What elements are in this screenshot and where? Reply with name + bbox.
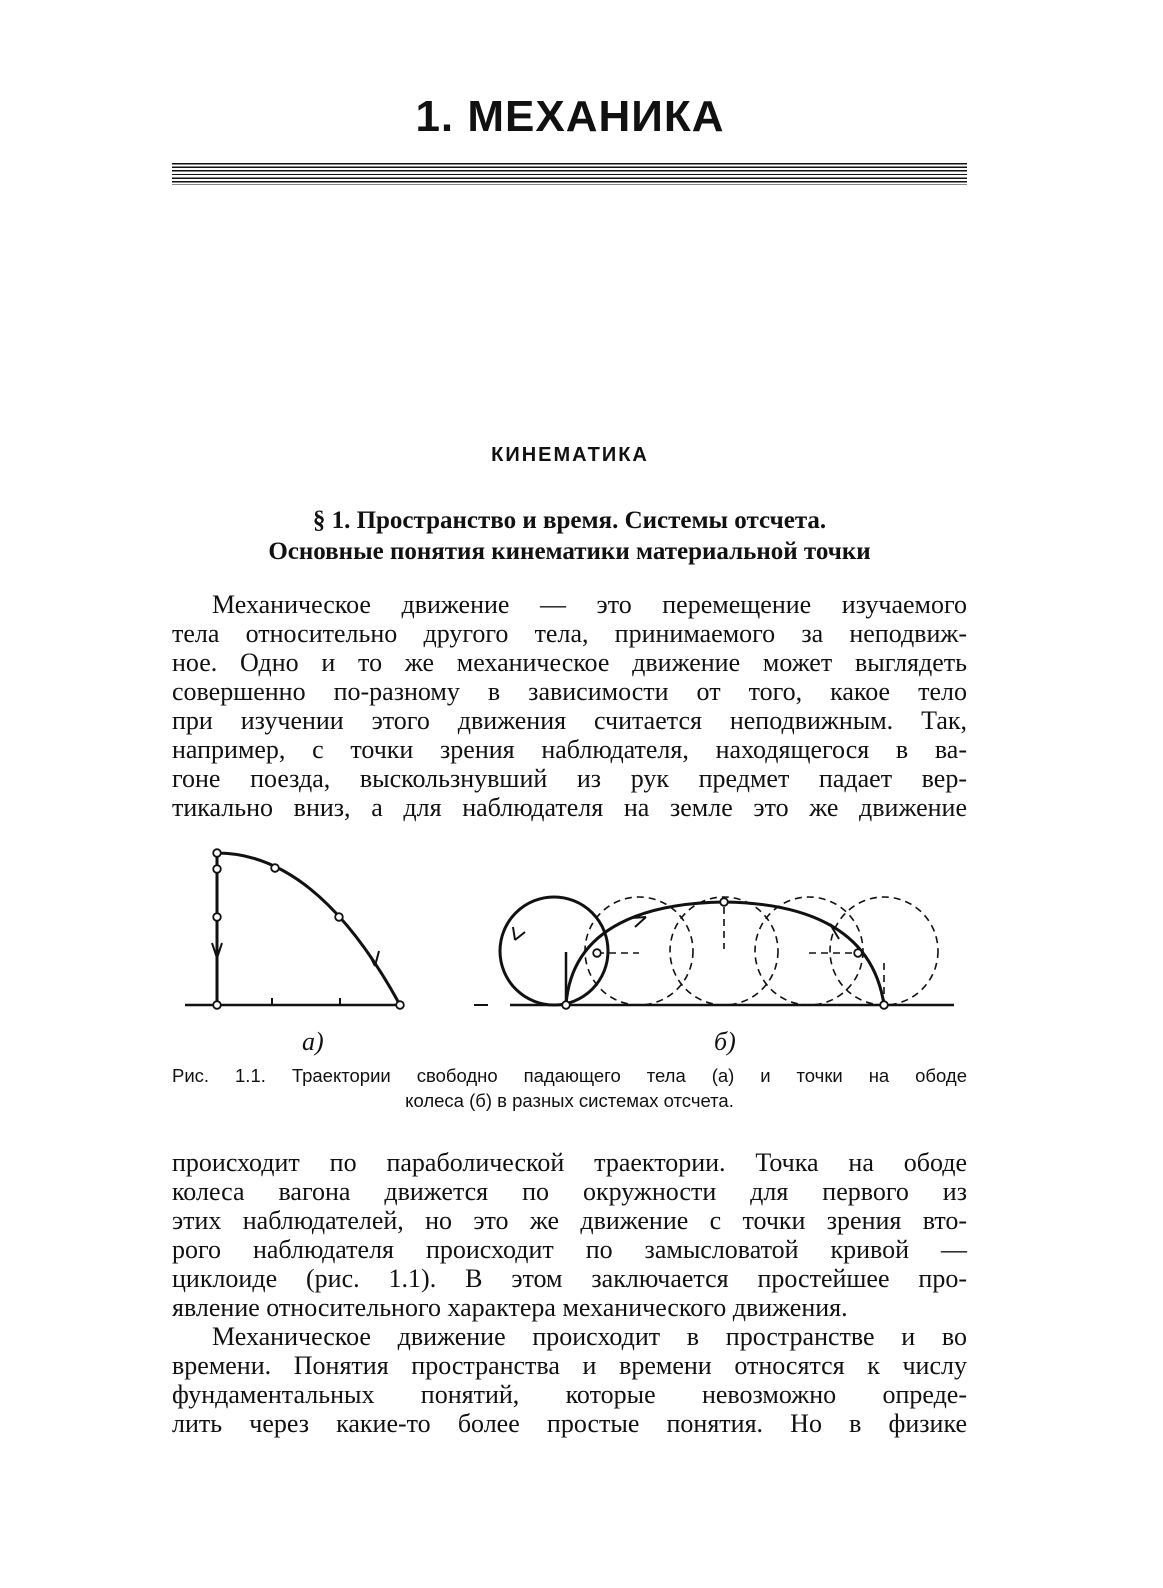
panel-a-point <box>271 864 279 872</box>
panel-b-point <box>720 898 728 906</box>
figure-1-1-drawing <box>172 845 972 1065</box>
panel-a-point <box>213 865 221 873</box>
text-line: тела относительно другого тела, принимаемого за неподвиж- <box>172 619 967 648</box>
panel-b-point <box>593 949 601 957</box>
figure-caption-line-2: колеса (б) в разных системах отсчета. <box>405 1090 734 1111</box>
section-heading: КИНЕМАТИКА <box>491 444 649 466</box>
text-line: этих наблюдателей, но это же движение с точки зрения вто- <box>172 1206 967 1235</box>
text-line: ное. Одно и то же механическое движение может выглядеть <box>172 648 967 677</box>
panel-b-diagram <box>500 897 954 1009</box>
figure-1-1 <box>172 845 972 1065</box>
text-line: гоне поезда, выскользнувший из рук предмет падает вер- <box>172 764 967 793</box>
panel-a-point <box>213 1001 221 1009</box>
figure-label-b: б) <box>714 1027 736 1056</box>
text-line: явление относительного характера механического движения. <box>172 1293 848 1322</box>
text-line: колеса вагона движется по окружности для первого из <box>172 1177 967 1206</box>
paragraph-heading <box>172 505 967 567</box>
text-line: Механическое движение — это перемещение изучаемого <box>212 590 967 619</box>
text-line: времени. Понятия пространства и времени относятся к числу <box>172 1351 967 1380</box>
body-text-before-figure <box>172 590 967 822</box>
paragraph-heading-line-1: § 1. Пространство и время. Системы отсчета. <box>312 507 827 534</box>
text-line: рого наблюдателя происходит по замысловатой кривой — <box>172 1235 967 1264</box>
text-line: фундаментальных понятий, которые невозможно опреде- <box>172 1380 967 1409</box>
panel-b-point <box>562 1001 570 1009</box>
text-line: совершенно по-разному в зависимости от того, какое тело <box>172 677 967 706</box>
chapter-title: 1. МЕХАНИКА <box>415 92 725 141</box>
panel-b-point <box>880 1001 888 1009</box>
decorative-rule <box>172 163 967 185</box>
figure-caption-line-1: Рис. 1.1. Траектории свободно падающего тела (а) и точки на ободе <box>172 1065 967 1086</box>
panel-a-point <box>213 913 221 921</box>
panel-a-point <box>335 913 343 921</box>
panel-a-point <box>396 1001 404 1009</box>
panel-b-dashed-wheel <box>755 897 863 1005</box>
panel-b-point <box>854 949 862 957</box>
text-line: происходит по параболической траектории. Точка на ободе <box>172 1148 967 1177</box>
panel-b-wheel-circle <box>500 897 608 1005</box>
paragraph-heading-line-2: Основные понятия кинематики материальной точки <box>268 538 871 565</box>
panel-a-parabolic-trajectory <box>217 853 400 1005</box>
text-line: например, с точки зрения наблюдателя, находящегося в ва- <box>172 735 967 764</box>
figure-caption <box>172 1063 967 1113</box>
panel-b-wheel-rotation-arrow <box>513 927 525 940</box>
text-line: циклоиде (рис. 1.1). В этом заключается простейшее про- <box>172 1264 967 1293</box>
panel-a-point <box>213 849 221 857</box>
text-line: лить через какие-то более простые понятия. Но в физике <box>172 1409 967 1438</box>
panel-b-cycloid-arrow <box>631 917 646 927</box>
text-line: тикально вниз, а для наблюдателя на земле это же движение <box>172 793 967 822</box>
text-line: Механическое движение происходит в пространстве и во <box>212 1322 967 1351</box>
text-line: при изучении этого движения считается неподвижным. Так, <box>172 706 967 735</box>
panel-a-diagram <box>185 849 404 1009</box>
body-text-after-figure <box>172 1148 967 1438</box>
figure-label-a: а) <box>302 1027 324 1056</box>
